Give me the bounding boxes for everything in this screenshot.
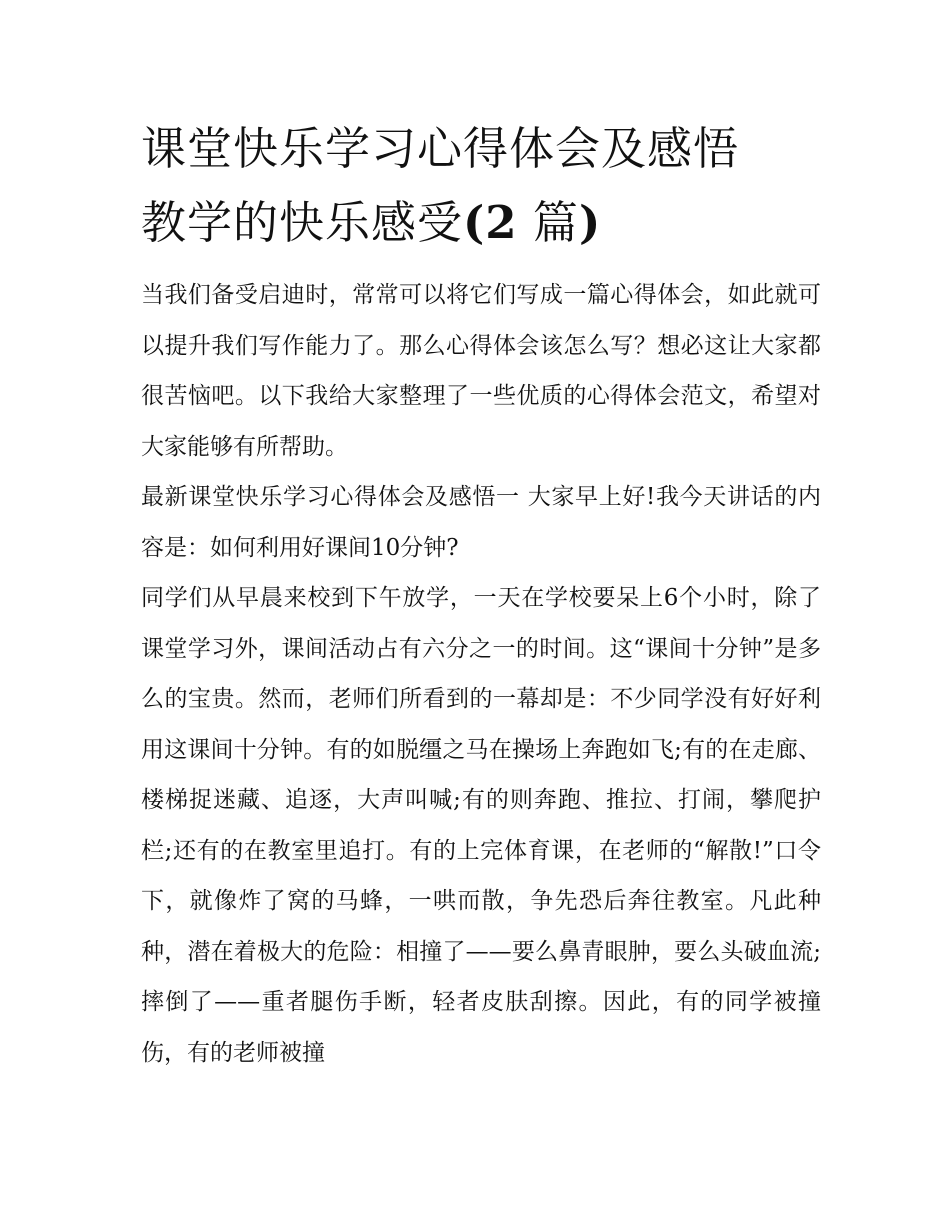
paragraph-body: 同学们从早晨来校到下午放学，一天在学校要呆上6个小时，除了课堂学习外，课间活动占有六分之一的时间。这“课间十分钟”是多么的宝贵。然而，老师们所看到的一幕却是：不少同学没有好好利用这课间十分钟。有的如脱缰之马在操场上奔跑如飞;有的在走廊、楼梯捉迷藏、追逐，大声叫喊;有的则奔跑、推拉、打闹，攀爬护栏;还有的在教室里追打。有的上完体育课，在老师的“解散!”口令下，就像炸了窝的马蜂，一哄而散，争先恐后奔往教室。凡此种种，潜在着极大的危险：相撞了——要么鼻青眼肿，要么头破血流;摔倒了——重者腿伤手断，轻者皮肤刮擦。因此，有的同学被撞伤，有的老师被撞 — [141, 585, 821, 1066]
title-line-2: 教学的快乐感受 — [141, 196, 464, 249]
document-body — [141, 112, 821, 1078]
paragraph-intro: 当我们备受启迪时，常常可以将它们写成一篇心得体会，如此就可以提升我们写作能力了。那么心得体会该怎么写？想必这让大家都很苦恼吧。以下我给大家整理了一些优质的心得体会范文，希望对大家能够有所帮助。 — [141, 282, 821, 460]
title-count-open: (2 — [463, 196, 518, 249]
title-count-close: ) — [578, 196, 602, 249]
title-line-1: 课堂快乐学习心得体会及感悟 — [141, 122, 740, 175]
document-title — [141, 112, 821, 260]
title-count-unit: 篇 — [517, 196, 579, 249]
paragraph-section-heading: 最新课堂快乐学习心得体会及感悟一 大家早上好!我今天讲话的内容是：如何利用好课间10分钟? — [141, 484, 821, 561]
